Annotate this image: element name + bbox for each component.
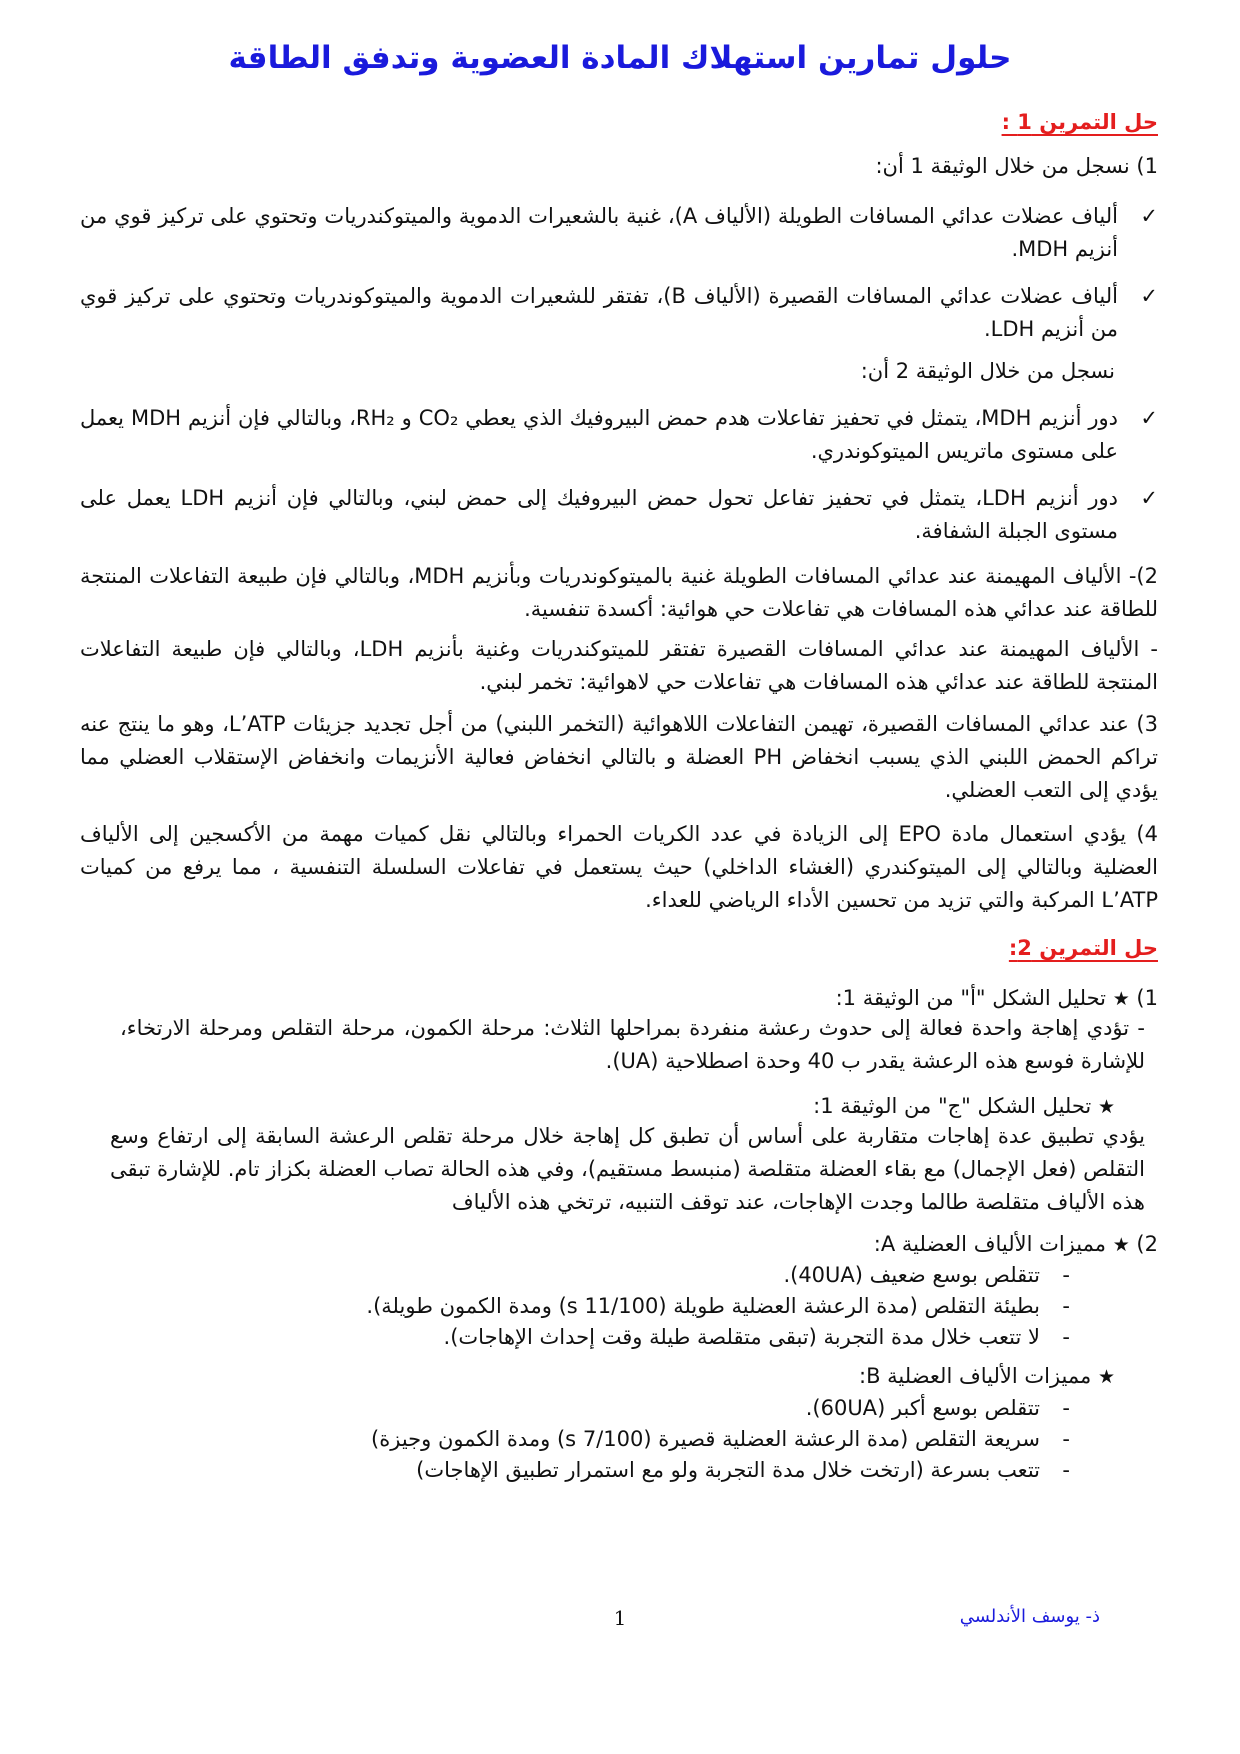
star-icon: ★ — [1112, 1234, 1130, 1256]
list-item: - تتقلص بوسع أكبر (60UA). — [805, 1396, 1070, 1420]
ex1-doc1-bullet-1 — [80, 200, 1158, 266]
ex1-doc2-bullet-2 — [80, 482, 1158, 548]
ex1-q2-short-distance: - الألياف المهيمنة عند عدائي المسافات القصيرة تفتقر للميتوكندريات وغنية بأنزيم LDH، وبالتالي فإن طبيعة التفاعلات المنتجة للطاقة عند عدائي هذه المسافات هي تفاعلات حي لاهوائية: تخمر لبني. — [80, 637, 1158, 694]
check-icon: ✓ — [1140, 204, 1158, 228]
question-number: 1) — [1136, 986, 1158, 1010]
bullet-text: ألياف عضلات عدائي المسافات الطويلة (الألياف A)، غنية بالشعيرات الدموية والميتوكندريات وتحتوي على تركيز قوي من أنزيم MDH. — [80, 204, 1118, 261]
ex1-q3: 3) عند عدائي المسافات القصيرة، تهيمن التفاعلات اللاهوائية (التخمر اللبني) من أجل تجديد جزيئات L’ATP، وهو ما ينتج عنه تراكم الحمض اللبني الذي يسبب انخفاض PH العضلة و بالتالي انخفاض فعالية الأنزيمات وانخفاض الإستقلاب العضلي مما يؤدي إلى التعب العضلي. — [80, 712, 1159, 802]
check-icon: ✓ — [1140, 284, 1158, 308]
ex1-doc1-bullet-2 — [80, 280, 1158, 346]
list-item: - بطيئة التقلص (مدة الرعشة العضلية طويلة (11/100 s) ومدة الكمون طويلة). — [366, 1294, 1070, 1318]
page-number: 1 — [613, 1606, 627, 1630]
list-item: - تتقلص بوسع ضعيف (40UA). — [783, 1263, 1070, 1287]
ex1-doc2-intro: نسجل من خلال الوثيقة 2 أن: — [860, 359, 1115, 383]
star-icon: ★ — [1097, 1366, 1115, 1388]
ex1-q4: 4) يؤدي استعمال مادة EPO إلى الزيادة في عدد الكريات الحمراء وبالتالي نقل كميات مهمة من الأكسجين إلى الألياف العضلية وبالتالي إلى الميتوكندري (الغشاء الداخلي) حيث يستعمل في تفاعلات السلسلة التنفسية ، مما يرفع من كميات L’ATP المركبة والتي تزيد من تحسين الأداء الرياضي للعداء. — [80, 822, 1159, 912]
ex1-q1-intro: 1) نسجل من خلال الوثيقة 1 أن: — [875, 154, 1158, 178]
check-icon: ✓ — [1140, 486, 1158, 510]
author-signature: ذ- يوسف الأندلسي — [959, 1606, 1100, 1627]
star-icon: ★ — [1097, 1096, 1115, 1118]
page-title: حلول تمارين استهلاك المادة العضوية وتدفق الطاقة — [228, 40, 1012, 76]
ex1-q2-long-distance: 2)- الألياف المهيمنة عند عدائي المسافات الطويلة غنية بالميتوكوندريات وبأنزيم MDH، وبالتالي فإن طبيعة التفاعلات المنتجة للطاقة عند عدائي هذه المسافات هي تفاعلات حي هوائية: أكسدة تنفسية. — [80, 564, 1158, 621]
question-number: 2) — [1136, 1232, 1158, 1256]
ex2-q1b-intro — [80, 1090, 1115, 1124]
list-item: - لا تتعب خلال مدة التجربة (تبقى متقلصة طيلة وقت إحداث الإهاجات). — [443, 1325, 1070, 1349]
ex2-q2-a-intro — [80, 1228, 1158, 1262]
bullet-text: دور أنزيم MDH، يتمثل في تحفيز تفاعلات هدم حمض البيروفيك الذي يعطي CO₂ و RH₂، وبالتالي فإن أنزيم MDH يعمل على مستوى ماتريس الميتوكوندري. — [80, 406, 1118, 463]
exercise-2-heading: حل التمرين 2: — [1008, 936, 1158, 960]
check-icon: ✓ — [1140, 406, 1158, 430]
exercise-1-heading: حل التمرين 1 : — [1001, 110, 1158, 134]
star-icon: ★ — [1112, 988, 1130, 1010]
intro-text: تحليل الشكل "أ" من الوثيقة 1: — [835, 986, 1106, 1010]
intro-text: مميزات الألياف العضلية A: — [873, 1232, 1106, 1256]
fiber-b-list — [80, 1393, 1070, 1486]
intro-text: مميزات الألياف العضلية B: — [858, 1364, 1092, 1388]
intro-text: تحليل الشكل "ج" من الوثيقة 1: — [813, 1094, 1092, 1118]
ex2-q1-intro — [80, 982, 1158, 1016]
bullet-text: ألياف عضلات عدائي المسافات القصيرة (الألياف B)، تفتقر للشعيرات الدموية والميتوكوندريات وتحتوي على تركيز قوي من أنزيم LDH. — [80, 284, 1118, 341]
ex2-q2-b-intro — [80, 1360, 1115, 1394]
ex2-q1-text: - تؤدي إهاجة واحدة فعالة إلى حدوث رعشة منفردة بمراحلها الثلاث: مرحلة الكمون، مرحلة التقلص ومرحلة الارتخاء، للإشارة فوسع هذه الرعشة يقدر ب 40 وحدة اصطلاحية (UA). — [120, 1016, 1145, 1073]
ex2-q1b-text: يؤدي تطبيق عدة إهاجات متقاربة على أساس أن تطبق كل إهاجة خلال مرحلة تقلص الرعشة السابقة إلى ارتفاع وسع التقلص (فعل الإجمال) مع بقاء العضلة متقلصة (منبسط مستقيم)، وفي هذه الحالة تصاب العضلة بكزاز تام. للإشارة تبقى هذه الألياف متقلصة طالما وجدت الإهاجات، عند توقف التنبيه، ترتخي هذه الألياف — [110, 1124, 1145, 1214]
ex1-doc2-bullet-1 — [80, 402, 1158, 468]
list-item: - سريعة التقلص (مدة الرعشة العضلية قصيرة (7/100 s) ومدة الكمون وجيزة) — [371, 1427, 1070, 1451]
fiber-a-list — [80, 1260, 1070, 1353]
list-item: - تتعب بسرعة (ارتخت خلال مدة التجربة ولو مع استمرار تطبيق الإهاجات) — [416, 1458, 1070, 1482]
bullet-text: دور أنزيم LDH، يتمثل في تحفيز تفاعل تحول حمض البيروفيك إلى حمض لبني، وبالتالي فإن أنزيم LDH يعمل على مستوى الجبلة الشفافة. — [80, 486, 1118, 543]
